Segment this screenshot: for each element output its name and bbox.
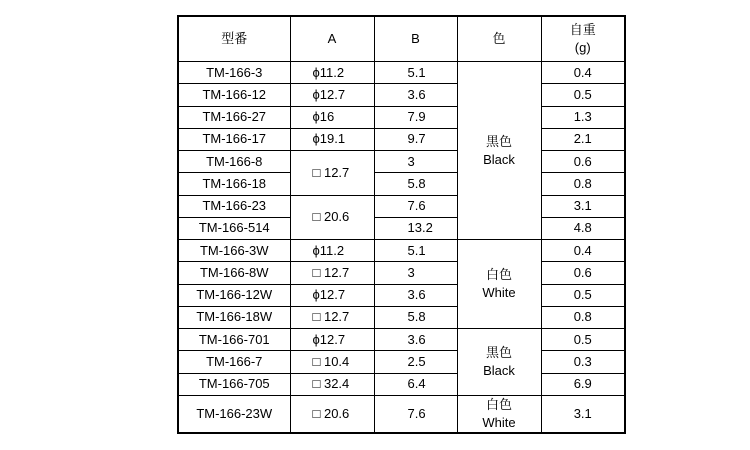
color-jp: 黒色	[485, 344, 512, 360]
table-row	[178, 106, 625, 128]
table-row	[178, 240, 625, 262]
header-a: A	[290, 16, 374, 62]
weight-cell: 3.1	[541, 395, 625, 433]
dimension-b-cell	[374, 240, 457, 262]
dimension-a-value: □ 20.6	[312, 209, 350, 225]
model-cell: TM-166-8	[178, 151, 290, 173]
header-model: 型番	[178, 16, 290, 62]
weight-cell: 0.8	[541, 173, 625, 195]
dimension-b-cell	[374, 351, 457, 373]
dimension-b-value: 5.1	[407, 242, 426, 258]
dimension-a-value: □ 12.7	[312, 309, 350, 325]
dimension-b-value: 9.7	[407, 131, 426, 147]
dimension-b-value: 13.2	[407, 220, 433, 236]
dimension-a-value: □ 32.4	[312, 376, 350, 392]
model-cell: TM-166-701	[178, 329, 290, 351]
model-cell: TM-166-12	[178, 84, 290, 106]
dimension-a-cell	[290, 351, 374, 373]
color-jp: 白色	[485, 396, 512, 412]
dimension-b-cell	[374, 306, 457, 328]
dimension-a-value: ϕ19.1	[312, 131, 346, 147]
model-cell: TM-166-23W	[178, 395, 290, 433]
dimension-b-cell	[374, 217, 457, 239]
dimension-a-cell	[290, 128, 374, 150]
color-en: White	[482, 414, 516, 430]
dimension-b-value: 3	[407, 153, 415, 169]
color-cell	[457, 62, 541, 240]
dimension-a-cell	[290, 329, 374, 351]
table-row	[178, 62, 625, 84]
dimension-b-cell	[374, 128, 457, 150]
dimension-b-cell	[374, 151, 457, 173]
table-row	[178, 284, 625, 306]
table-row	[178, 373, 625, 395]
header-color: 色	[457, 16, 541, 62]
dimension-a-cell	[290, 306, 374, 328]
dimension-b-cell	[374, 62, 457, 84]
table-row	[178, 151, 625, 173]
dimension-b-value: 2.5	[407, 353, 426, 369]
table-row	[178, 262, 625, 284]
dimension-b-cell	[374, 329, 457, 351]
weight-cell: 0.5	[541, 84, 625, 106]
header-row	[178, 16, 625, 62]
weight-cell: 1.3	[541, 106, 625, 128]
dimension-b-cell	[374, 395, 457, 433]
dimension-b-value: 7.6	[407, 405, 426, 421]
dimension-a-value: ϕ12.7	[312, 287, 346, 303]
header-weight-label: 自重	[569, 22, 596, 37]
table-row	[178, 84, 625, 106]
table-row	[178, 217, 625, 239]
dimension-b-value: 3.6	[407, 331, 426, 347]
dimension-a-cell	[290, 240, 374, 262]
header-weight-unit: (g)	[574, 40, 591, 55]
table-row	[178, 395, 625, 433]
table-row	[178, 195, 625, 217]
color-cell	[457, 329, 541, 396]
dimension-a-cell	[290, 195, 374, 240]
model-cell: TM-166-23	[178, 195, 290, 217]
weight-cell: 0.5	[541, 284, 625, 306]
dimension-b-value: 3.6	[407, 287, 426, 303]
model-cell: TM-166-18W	[178, 306, 290, 328]
spec-table	[177, 15, 626, 434]
model-cell: TM-166-8W	[178, 262, 290, 284]
dimension-a-cell	[290, 373, 374, 395]
weight-cell: 6.9	[541, 373, 625, 395]
header-weight	[541, 16, 625, 62]
dimension-a-cell	[290, 106, 374, 128]
dimension-a-value: ϕ11.2	[312, 242, 345, 258]
weight-cell: 0.4	[541, 62, 625, 84]
color-cell	[457, 240, 541, 329]
dimension-b-cell	[374, 262, 457, 284]
dimension-b-value: 6.4	[407, 376, 426, 392]
dimension-a-value: ϕ12.7	[312, 331, 346, 347]
model-cell: TM-166-18	[178, 173, 290, 195]
weight-cell: 2.1	[541, 128, 625, 150]
color-jp: 黒色	[485, 133, 512, 149]
dimension-a-value: □ 10.4	[312, 353, 350, 369]
dimension-a-value: ϕ11.2	[312, 64, 345, 80]
dimension-b-value: 7.9	[407, 109, 426, 125]
dimension-a-cell	[290, 151, 374, 196]
dimension-b-value: 5.8	[407, 309, 426, 325]
weight-cell: 0.8	[541, 306, 625, 328]
model-cell: TM-166-3	[178, 62, 290, 84]
color-en: Black	[483, 362, 515, 378]
weight-cell: 0.6	[541, 151, 625, 173]
weight-cell: 3.1	[541, 195, 625, 217]
model-cell: TM-166-17	[178, 128, 290, 150]
dimension-b-cell	[374, 373, 457, 395]
table-row	[178, 329, 625, 351]
dimension-b-value: 5.1	[407, 64, 426, 80]
dimension-b-cell	[374, 84, 457, 106]
model-cell: TM-166-7	[178, 351, 290, 373]
table-row	[178, 306, 625, 328]
dimension-a-value: □ 20.6	[312, 405, 350, 421]
dimension-a-cell	[290, 395, 374, 433]
color-en: Black	[483, 151, 515, 167]
header-b: B	[374, 16, 457, 62]
model-cell: TM-166-705	[178, 373, 290, 395]
color-en: White	[482, 285, 516, 300]
model-cell: TM-166-514	[178, 217, 290, 239]
dimension-a-cell	[290, 62, 374, 84]
dimension-a-cell	[290, 84, 374, 106]
dimension-a-value: ϕ16	[312, 109, 335, 125]
model-cell: TM-166-27	[178, 106, 290, 128]
color-cell	[457, 395, 541, 433]
model-cell: TM-166-12W	[178, 284, 290, 306]
model-cell: TM-166-3W	[178, 240, 290, 262]
dimension-a-value: ϕ12.7	[312, 86, 346, 102]
dimension-a-value: □ 12.7	[312, 164, 350, 180]
dimension-b-value: 5.8	[407, 175, 426, 191]
dimension-b-value: 3	[407, 264, 415, 280]
dimension-a-cell	[290, 284, 374, 306]
color-jp: 白色	[485, 267, 512, 282]
table-row	[178, 351, 625, 373]
dimension-b-cell	[374, 173, 457, 195]
dimension-b-value: 7.6	[407, 198, 426, 214]
weight-cell: 0.5	[541, 329, 625, 351]
dimension-b-value: 3.6	[407, 86, 426, 102]
dimension-b-cell	[374, 106, 457, 128]
weight-cell: 0.4	[541, 240, 625, 262]
weight-cell: 4.8	[541, 217, 625, 239]
dimension-b-cell	[374, 284, 457, 306]
weight-cell: 0.3	[541, 351, 625, 373]
table-row	[178, 128, 625, 150]
dimension-a-value: □ 12.7	[312, 264, 350, 280]
table-row	[178, 173, 625, 195]
dimension-b-cell	[374, 195, 457, 217]
dimension-a-cell	[290, 262, 374, 284]
weight-cell: 0.6	[541, 262, 625, 284]
